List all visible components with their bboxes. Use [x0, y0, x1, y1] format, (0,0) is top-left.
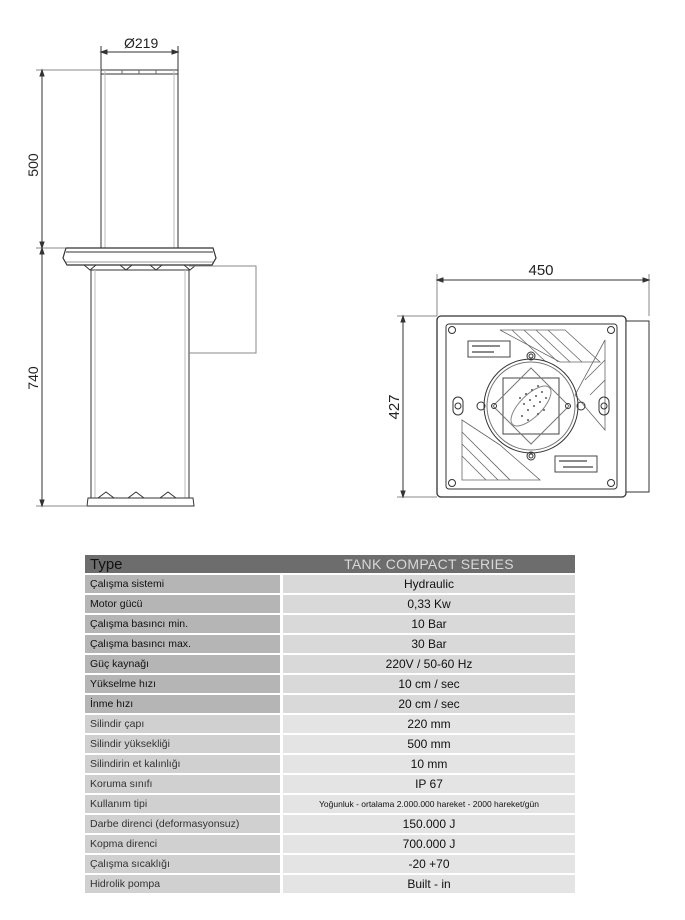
spec-label: Darbe direnci (deformasyonsuz) [85, 815, 283, 833]
type-header: Type [85, 555, 283, 573]
spec-label: Hidrolik pompa [85, 875, 283, 893]
spec-value: 0,33 Kw [283, 595, 575, 613]
spec-value: Hydraulic [283, 575, 575, 593]
table-row [85, 695, 575, 713]
spec-value: -20 +70 [283, 855, 575, 873]
lower-height-dimension-label: 740 [25, 366, 41, 390]
upper-height-dimension-label: 500 [25, 153, 41, 177]
spec-value: 150.000 J [283, 815, 575, 833]
spec-label: Silindirin et kalınlığı [85, 755, 283, 773]
table-row [85, 735, 575, 753]
spec-label: Çalışma sistemi [85, 575, 283, 593]
table-row [85, 875, 575, 893]
width-dimension-label: 450 [528, 262, 554, 279]
specification-table [85, 553, 575, 895]
table-row [85, 675, 575, 693]
spec-label: Yükselme hızı [85, 675, 283, 693]
depth-dimension-label: 427 [386, 394, 403, 420]
spec-label: Koruma sınıfı [85, 775, 283, 793]
spec-label: Güç kaynağı [85, 655, 283, 673]
top-plan-view [397, 274, 649, 497]
table-header-row [85, 555, 575, 573]
table-row [85, 715, 575, 733]
spec-label: Kullanım tipi [85, 795, 283, 813]
spec-value: 10 cm / sec [283, 675, 575, 693]
spec-label: Kopma direnci [85, 835, 283, 853]
spec-label: Silindir çapı [85, 715, 283, 733]
spec-value: 10 mm [283, 755, 575, 773]
spec-label: Silindir yüksekliği [85, 735, 283, 753]
series-header: TANK COMPACT SERIES [283, 555, 575, 573]
spec-label: Çalışma basıncı min. [85, 615, 283, 633]
spec-value: IP 67 [283, 775, 575, 793]
spec-label: İnme hızı [85, 695, 283, 713]
table-row [85, 835, 575, 853]
table-row [85, 775, 575, 793]
spec-value: 220V / 50-60 Hz [283, 655, 575, 673]
spec-value: 20 cm / sec [283, 695, 575, 713]
spec-label: Çalışma sıcaklığı [85, 855, 283, 873]
spec-value: 30 Bar [283, 635, 575, 653]
table-row [85, 575, 575, 593]
table-row [85, 855, 575, 873]
table-row [85, 815, 575, 833]
table-row [85, 615, 575, 633]
table-row [85, 655, 575, 673]
spec-value: Yoğunluk - ortalama 2.000.000 hareket - 2000 hareket/gün [283, 795, 575, 813]
spec-label: Motor gücü [85, 595, 283, 613]
table-row [85, 595, 575, 613]
table-row [85, 635, 575, 653]
side-elevation-view [36, 46, 256, 506]
table-row [85, 755, 575, 773]
spec-value: 700.000 J [283, 835, 575, 853]
spec-value: Built - in [283, 875, 575, 893]
spec-value: 10 Bar [283, 615, 575, 633]
diameter-dimension-label: Ø219 [124, 35, 159, 51]
table-row [85, 795, 575, 813]
spec-value: 500 mm [283, 735, 575, 753]
spec-label: Çalışma basıncı max. [85, 635, 283, 653]
spec-value: 220 mm [283, 715, 575, 733]
